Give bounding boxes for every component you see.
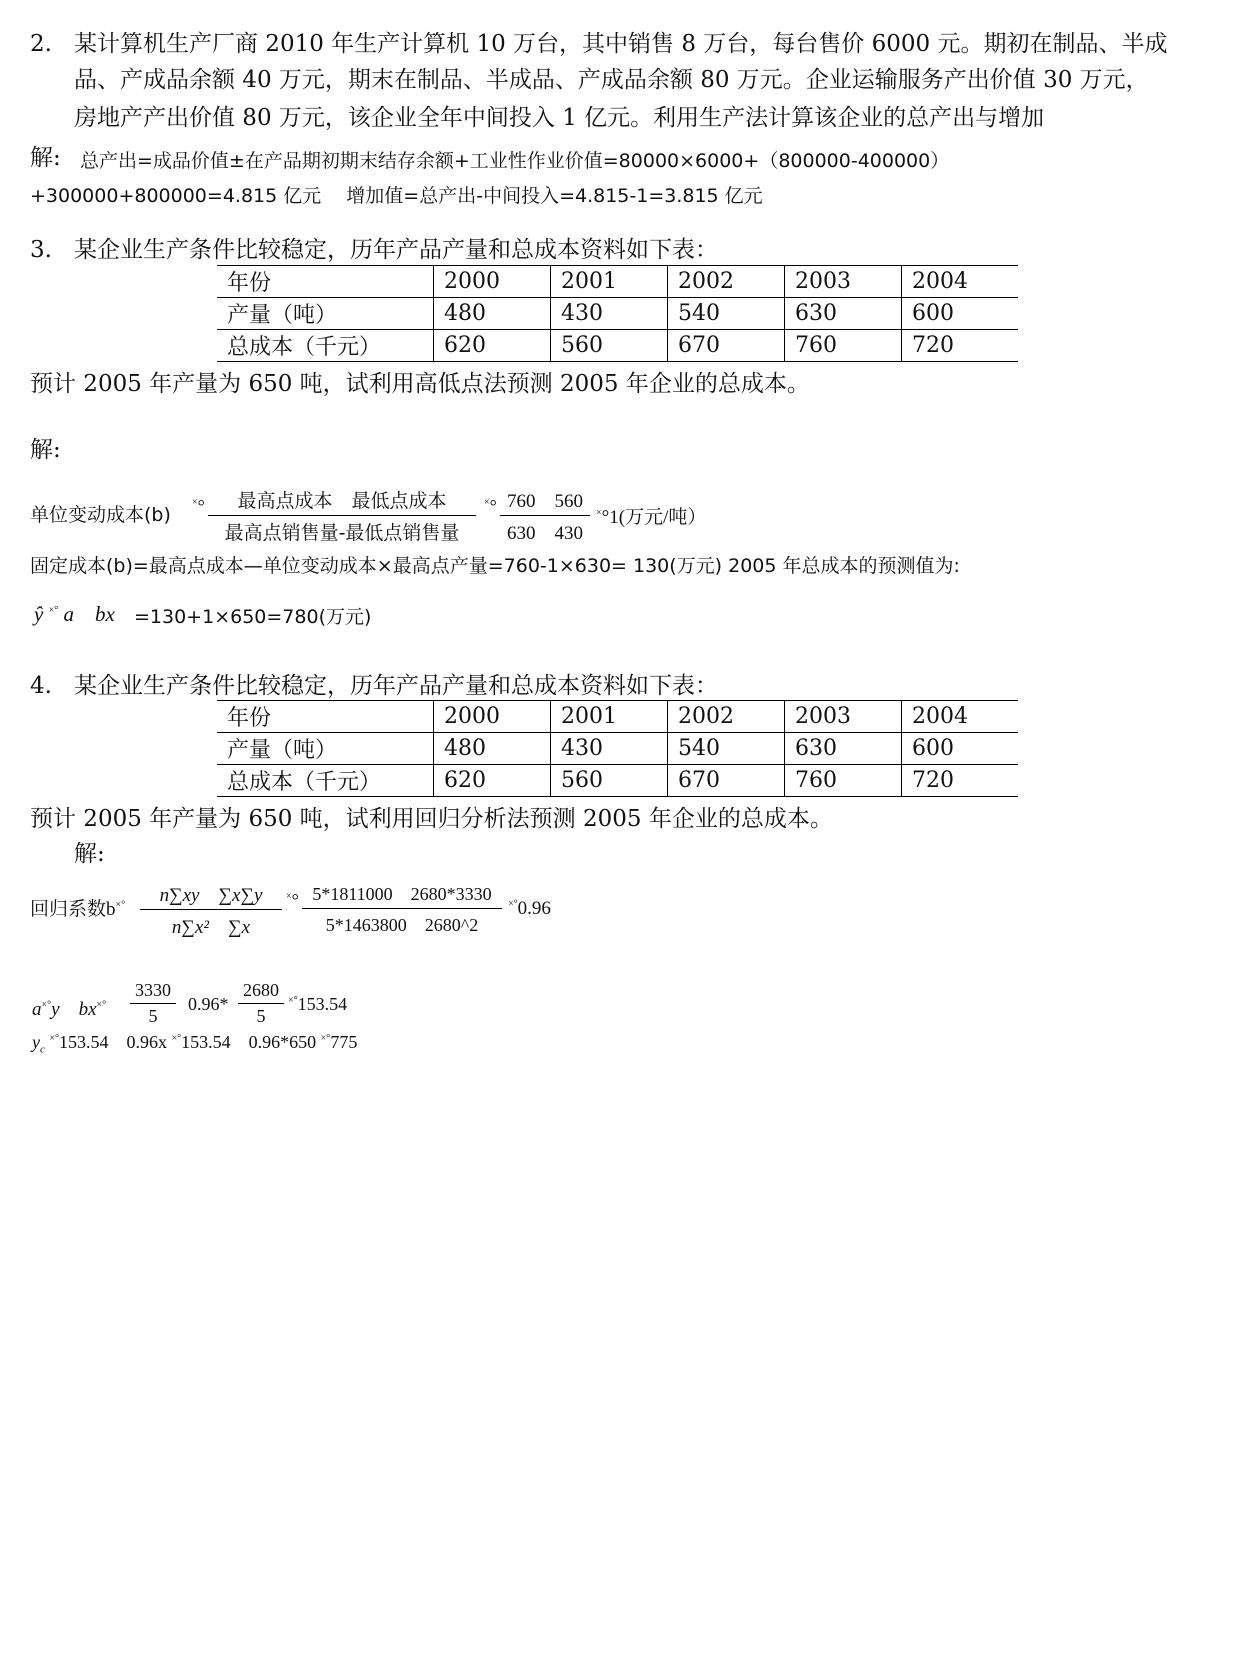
table-cell: 2001 bbox=[551, 266, 668, 298]
question-intro: 某企业生产条件比较稳定，历年产品产量和总成本资料如下表： bbox=[74, 673, 718, 699]
intercept-coef: 0.96* bbox=[188, 994, 229, 1014]
fraction-numerator: n∑xy ∑x∑y bbox=[159, 885, 263, 906]
table-row bbox=[217, 733, 1018, 765]
y-hat: ŷ bbox=[34, 602, 44, 626]
unit-cost-result: 1(万元/吨） bbox=[609, 507, 707, 528]
table-cell: 620 bbox=[434, 330, 551, 362]
table-cell: 600 bbox=[902, 733, 1019, 765]
fixed-cost-line: 固定成本(b)=最高点成本—单位变动成本×最高点产量=760-1×630= 130(万元) 2005 年总成本的预测值为: bbox=[30, 555, 960, 577]
question-number: 3. bbox=[30, 237, 52, 263]
regression-fraction bbox=[140, 880, 282, 939]
equals-mark: ×° bbox=[484, 496, 497, 516]
intercept-fraction bbox=[130, 980, 176, 1027]
table-row bbox=[217, 701, 1018, 733]
table-cell: 600 bbox=[902, 298, 1019, 330]
table-cell: 2003 bbox=[785, 701, 902, 733]
table-cell: 670 bbox=[668, 765, 785, 797]
fraction-denominator: 630 430 bbox=[506, 523, 583, 544]
prediction-result: =130+1×650=780(万元) bbox=[134, 606, 372, 628]
table-cell: 620 bbox=[434, 765, 551, 797]
intercept-formula: a×°y bx×° bbox=[32, 999, 107, 1020]
production-cost-table bbox=[217, 265, 1018, 362]
fraction-denominator: 5 bbox=[256, 1006, 266, 1026]
table-header-cell: 产量（吨） bbox=[217, 733, 434, 765]
equals-mark: ×° bbox=[286, 890, 299, 910]
question-text-line: 某计算机生产厂商 2010 年生产计算机 10 万台，其中销售 8 万台，每台售价 6000 元。期初在制品、半成 bbox=[74, 31, 1168, 57]
table-cell: 630 bbox=[785, 733, 902, 765]
table-row bbox=[217, 765, 1018, 797]
solution-label: 解: bbox=[30, 437, 61, 463]
intercept-result: ×°153.54 bbox=[288, 994, 348, 1014]
fraction-numerator: 5*1811000 2680*3330 bbox=[312, 884, 492, 904]
formula-result: ×°1(万元/吨） bbox=[596, 507, 707, 528]
fraction-denominator: n∑x² ∑x bbox=[171, 917, 251, 938]
fraction-numerator: 760 560 bbox=[506, 491, 583, 512]
table-cell: 2003 bbox=[785, 266, 902, 298]
prediction-formula: ŷ ×° a bx bbox=[34, 602, 115, 626]
fraction-numerator: 最高点成本 最低点成本 bbox=[237, 490, 447, 512]
question-text: 预计 2005 年产量为 650 吨，试利用高低点法预测 2005 年企业的总成本。 bbox=[30, 371, 810, 397]
table-cell: 720 bbox=[902, 330, 1019, 362]
table-cell: 2002 bbox=[668, 701, 785, 733]
question-text: 预计 2005 年产量为 650 吨，试利用回归分析法预测 2005 年企业的总成本。 bbox=[30, 806, 833, 832]
fraction-numerator: 2680 bbox=[243, 980, 279, 1000]
fraction-bar bbox=[208, 515, 476, 516]
table-header-cell: 年份 bbox=[217, 266, 434, 298]
table-header-cell: 总成本（千元） bbox=[217, 765, 434, 797]
table-cell: 540 bbox=[668, 298, 785, 330]
table-row bbox=[217, 330, 1018, 362]
table-cell: 670 bbox=[668, 330, 785, 362]
table-cell: 480 bbox=[434, 298, 551, 330]
table-cell: 430 bbox=[551, 733, 668, 765]
table-row bbox=[217, 266, 1018, 298]
fraction-high-low bbox=[208, 486, 476, 545]
fraction-bar bbox=[500, 515, 590, 516]
fraction-denominator: 5 bbox=[148, 1006, 158, 1026]
production-cost-table bbox=[217, 700, 1018, 797]
table-cell: 2002 bbox=[668, 266, 785, 298]
yc-formula: $y_c$ ×°153.54 0.96x ×°153.54 0.96*650 ×°775 bbox=[32, 1032, 358, 1056]
table-cell: 2000 bbox=[434, 266, 551, 298]
solution-line: +300000+800000=4.815 亿元 增加值=总产出-中间投入=4.815-1=3.815 亿元 bbox=[30, 185, 763, 207]
table-row bbox=[217, 298, 1018, 330]
table-cell: 720 bbox=[902, 765, 1019, 797]
table-cell: 630 bbox=[785, 298, 902, 330]
solution-line: 总产出=成品价值±在产品期初期末结存余额+工业性作业价值=80000×6000+（800000-400000） bbox=[80, 150, 950, 172]
regression-values-fraction bbox=[302, 880, 502, 937]
solution-label: 解: bbox=[74, 841, 105, 867]
formula-mid: a bx bbox=[63, 602, 115, 626]
coefficient-result: ×°0.96 bbox=[508, 898, 551, 919]
table-cell: 760 bbox=[785, 330, 902, 362]
fraction-bar bbox=[238, 1003, 284, 1004]
table-cell: 2004 bbox=[902, 701, 1019, 733]
table-cell: 540 bbox=[668, 733, 785, 765]
solution-label: 解: bbox=[30, 145, 61, 171]
question-text-line: 房地产产出价值 80 万元，该企业全年中间投入 1 亿元。利用生产法计算该企业的总产出与增加 bbox=[74, 105, 1045, 131]
table-cell: 2001 bbox=[551, 701, 668, 733]
fraction-bar bbox=[140, 909, 282, 910]
table-cell: 430 bbox=[551, 298, 668, 330]
table-header-cell: 年份 bbox=[217, 701, 434, 733]
formula-label: 单位变动成本(b) bbox=[30, 504, 171, 526]
formula-label: 回归系数b×° bbox=[30, 899, 126, 920]
table-header-cell: 总成本（千元） bbox=[217, 330, 434, 362]
question-number: 4. bbox=[30, 673, 52, 699]
question-text-line: 品、产成品余额 40 万元，期末在制品、半成品、产成品余额 80 万元。企业运输服务产出价值 30 万元， bbox=[74, 67, 1149, 93]
table-cell: 2004 bbox=[902, 266, 1019, 298]
intercept-fraction bbox=[238, 980, 284, 1027]
question-intro: 某企业生产条件比较稳定，历年产品产量和总成本资料如下表： bbox=[74, 237, 718, 263]
table-header-cell: 产量（吨） bbox=[217, 298, 434, 330]
table-cell: 760 bbox=[785, 765, 902, 797]
equals-mark: ×° bbox=[192, 496, 205, 516]
fraction-denominator: 最高点销售量-最低点销售量 bbox=[224, 522, 460, 544]
table-cell: 2000 bbox=[434, 701, 551, 733]
table-cell: 560 bbox=[551, 765, 668, 797]
table-cell: 480 bbox=[434, 733, 551, 765]
table-cell: 560 bbox=[551, 330, 668, 362]
fraction-bar bbox=[302, 908, 502, 909]
question-number: 2. bbox=[30, 31, 52, 57]
fraction-values bbox=[500, 486, 590, 545]
fraction-denominator: 5*1463800 2680^2 bbox=[325, 915, 479, 935]
fraction-numerator: 3330 bbox=[135, 980, 171, 1000]
fraction-bar bbox=[130, 1003, 176, 1004]
